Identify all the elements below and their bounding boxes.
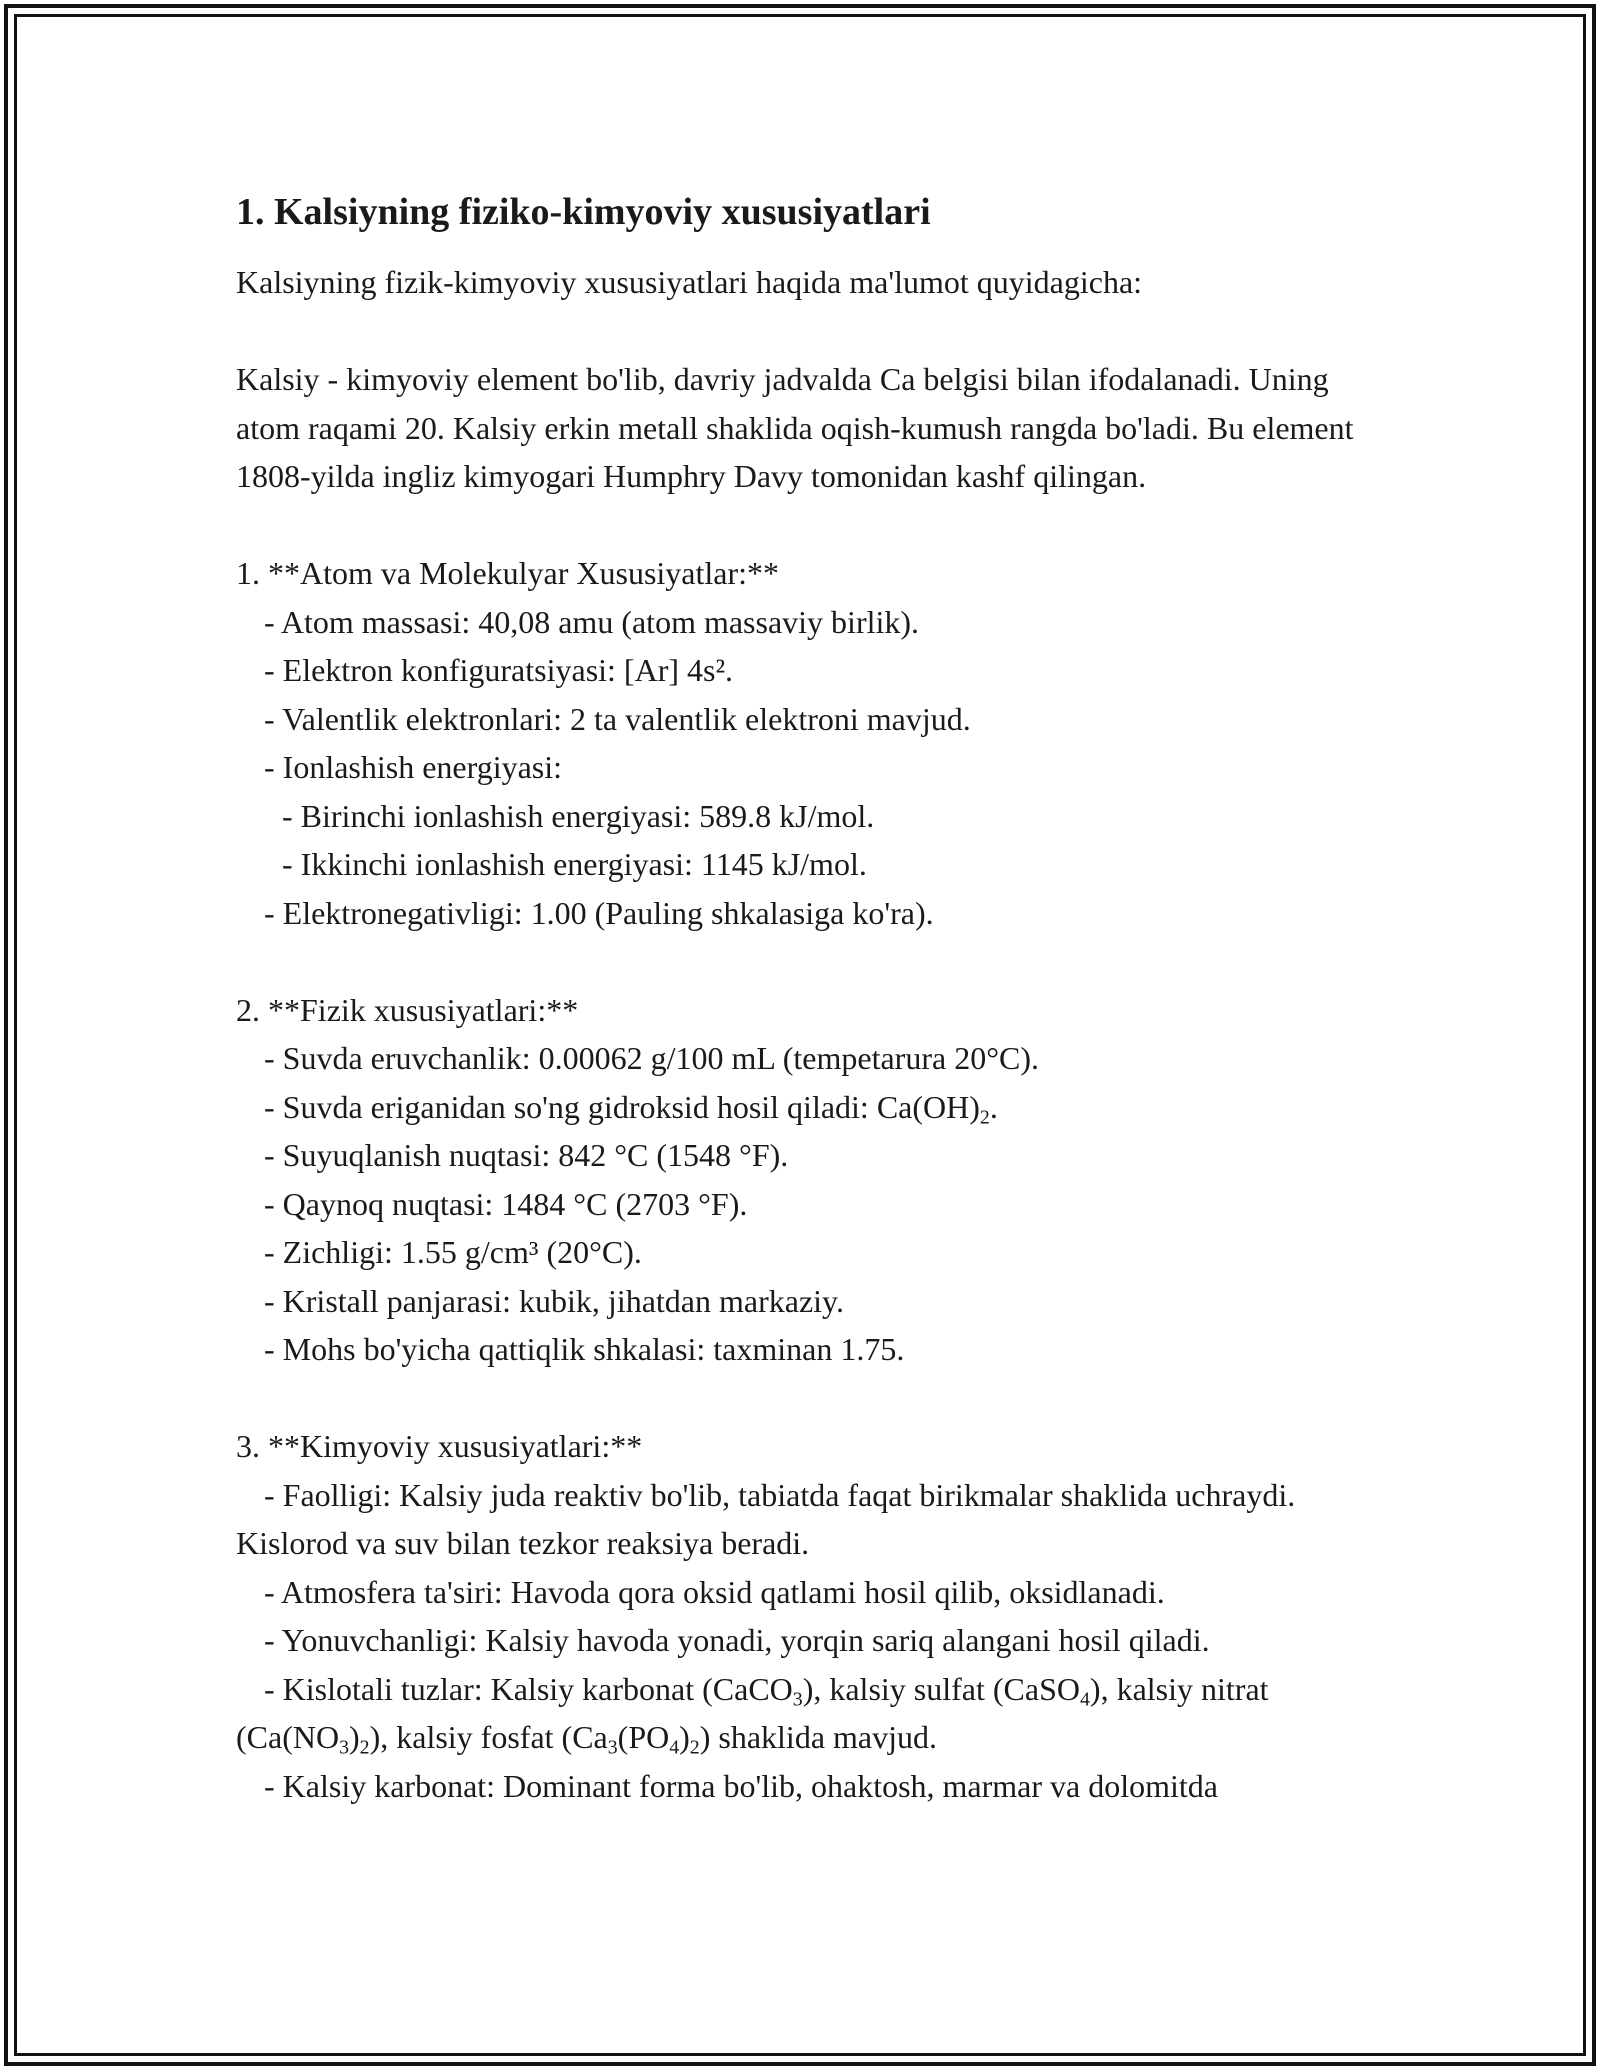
chemical-section: [236, 1422, 1376, 1810]
list-item: - Qaynoq nuqtasi: 1484 °C (2703 °F).: [264, 1185, 748, 1222]
subscript: 4: [669, 1736, 680, 1759]
list-item: - Suvda eruvchanlik: 0.00062 g/100 mL (tempetarura 20°C).: [264, 1040, 1039, 1076]
list-item: - Kalsiy karbonat: Dominant forma bo'lib, ohaktosh, marmar va dolomitda: [264, 1767, 1218, 1804]
document-body: [236, 186, 1376, 1810]
list-item: - Zichligi: 1.55 g/cm³ (20°C).: [264, 1234, 642, 1270]
spacer: [236, 937, 1376, 986]
item-text: .: [989, 1088, 998, 1125]
subscript: 3: [607, 1736, 618, 1759]
list-item: - Kristall panjarasi: kubik, jihatdan markaziy.: [264, 1282, 844, 1319]
spacer: [236, 307, 1376, 356]
section-heading: 1. **Atom va Molekulyar Xususiyatlar:**: [236, 555, 780, 591]
subscript: 2: [689, 1736, 700, 1759]
list-item: - Atmosfera ta'siri: Havoda qora oksid qatlami hosil qilib, oksidlanadi.: [264, 1573, 1165, 1610]
list-item: [236, 1083, 1376, 1132]
sub-list-item: - Ikkinchi ionlashish energiyasi: 1145 kJ/mol.: [282, 846, 867, 882]
section-heading: 3. **Kimyoviy xususiyatlari:**: [236, 1428, 643, 1464]
item-text: ) shaklida mavjud.: [699, 1719, 937, 1755]
list-item: - Yonuvchanligi: Kalsiy havoda yonadi, yorqin sariq alangani hosil qiladi.: [264, 1622, 1210, 1658]
sub-list-item: - Birinchi ionlashish energiyasi: 589.8 kJ/mol.: [282, 797, 875, 834]
intro-text: Kalsiyning fizik-kimyoviy xususiyatlari haqida ma'lumot quyidagicha:: [236, 264, 1143, 300]
atom-section: [236, 549, 1376, 937]
list-item: - Elektronegativligi: 1.00 (Pauling shkalasiga ko'ra).: [264, 894, 934, 931]
description-paragraph: Kalsiy - kimyoviy element bo'lib, davriy jadvalda Ca belgisi bilan ifodalanadi. Uning atom raqami 20. Kalsiy erkin metall shaklida oqish-kumush rangda bo'ladi. Bu element 1808-yilda ingliz kimyogari Humphry Davy tomonidan kashf qilingan.: [236, 361, 1354, 494]
item-text: - Kislotali tuzlar: Kalsiy karbonat (CaCO: [264, 1670, 793, 1707]
item-text: ), kalsiy fosfat (Ca: [369, 1719, 608, 1755]
subscript: 4: [1079, 1688, 1090, 1711]
item-text: ): [349, 1719, 360, 1755]
list-item: - Mohs bo'yicha qattiqlik shkalasi: taxminan 1.75.: [264, 1331, 905, 1367]
physical-section: [236, 986, 1376, 1374]
list-item: [236, 1665, 1376, 1762]
subscript: 2: [359, 1736, 370, 1759]
item-text: ), kalsiy sulfat (CaSO: [802, 1670, 1080, 1707]
subscript: 2: [979, 1106, 990, 1129]
list-item: - Atom massasi: 40,08 amu (atom massaviy birlik).: [264, 603, 920, 640]
list-item: - Ionlashish energiyasi:: [264, 749, 563, 785]
section-heading: 2. **Fizik xususiyatlari:**: [236, 991, 579, 1028]
list-item: - Valentlik elektronlari: 2 ta valentlik elektroni mavjud.: [264, 700, 971, 737]
list-item: - Elektron konfiguratsiyasi: [Ar] 4s².: [264, 652, 734, 688]
list-item: - Faolligi: Kalsiy juda reaktiv bo'lib, tabiatda faqat birikmalar shaklida uchraydi. Kislorod va suv bilan tezkor reaksiya beradi.: [236, 1476, 1296, 1561]
item-text: ): [679, 1719, 690, 1755]
spacer: [236, 501, 1376, 550]
page-title: 1. Kalsiyning fiziko-kimyoviy xususiyatlari: [236, 191, 931, 233]
subscript: 3: [339, 1736, 349, 1759]
subscript: 3: [792, 1688, 803, 1711]
item-text: - Suvda eriganidan so'ng gidroksid hosil qiladi: Ca(OH): [264, 1088, 980, 1125]
list-item: - Suyuqlanish nuqtasi: 842 °C (1548 °F).: [264, 1137, 789, 1173]
spacer: [236, 1374, 1376, 1423]
item-text: (PO: [617, 1719, 670, 1755]
item-text: ), kalsiy nitrat (Ca(NO: [236, 1670, 1269, 1755]
